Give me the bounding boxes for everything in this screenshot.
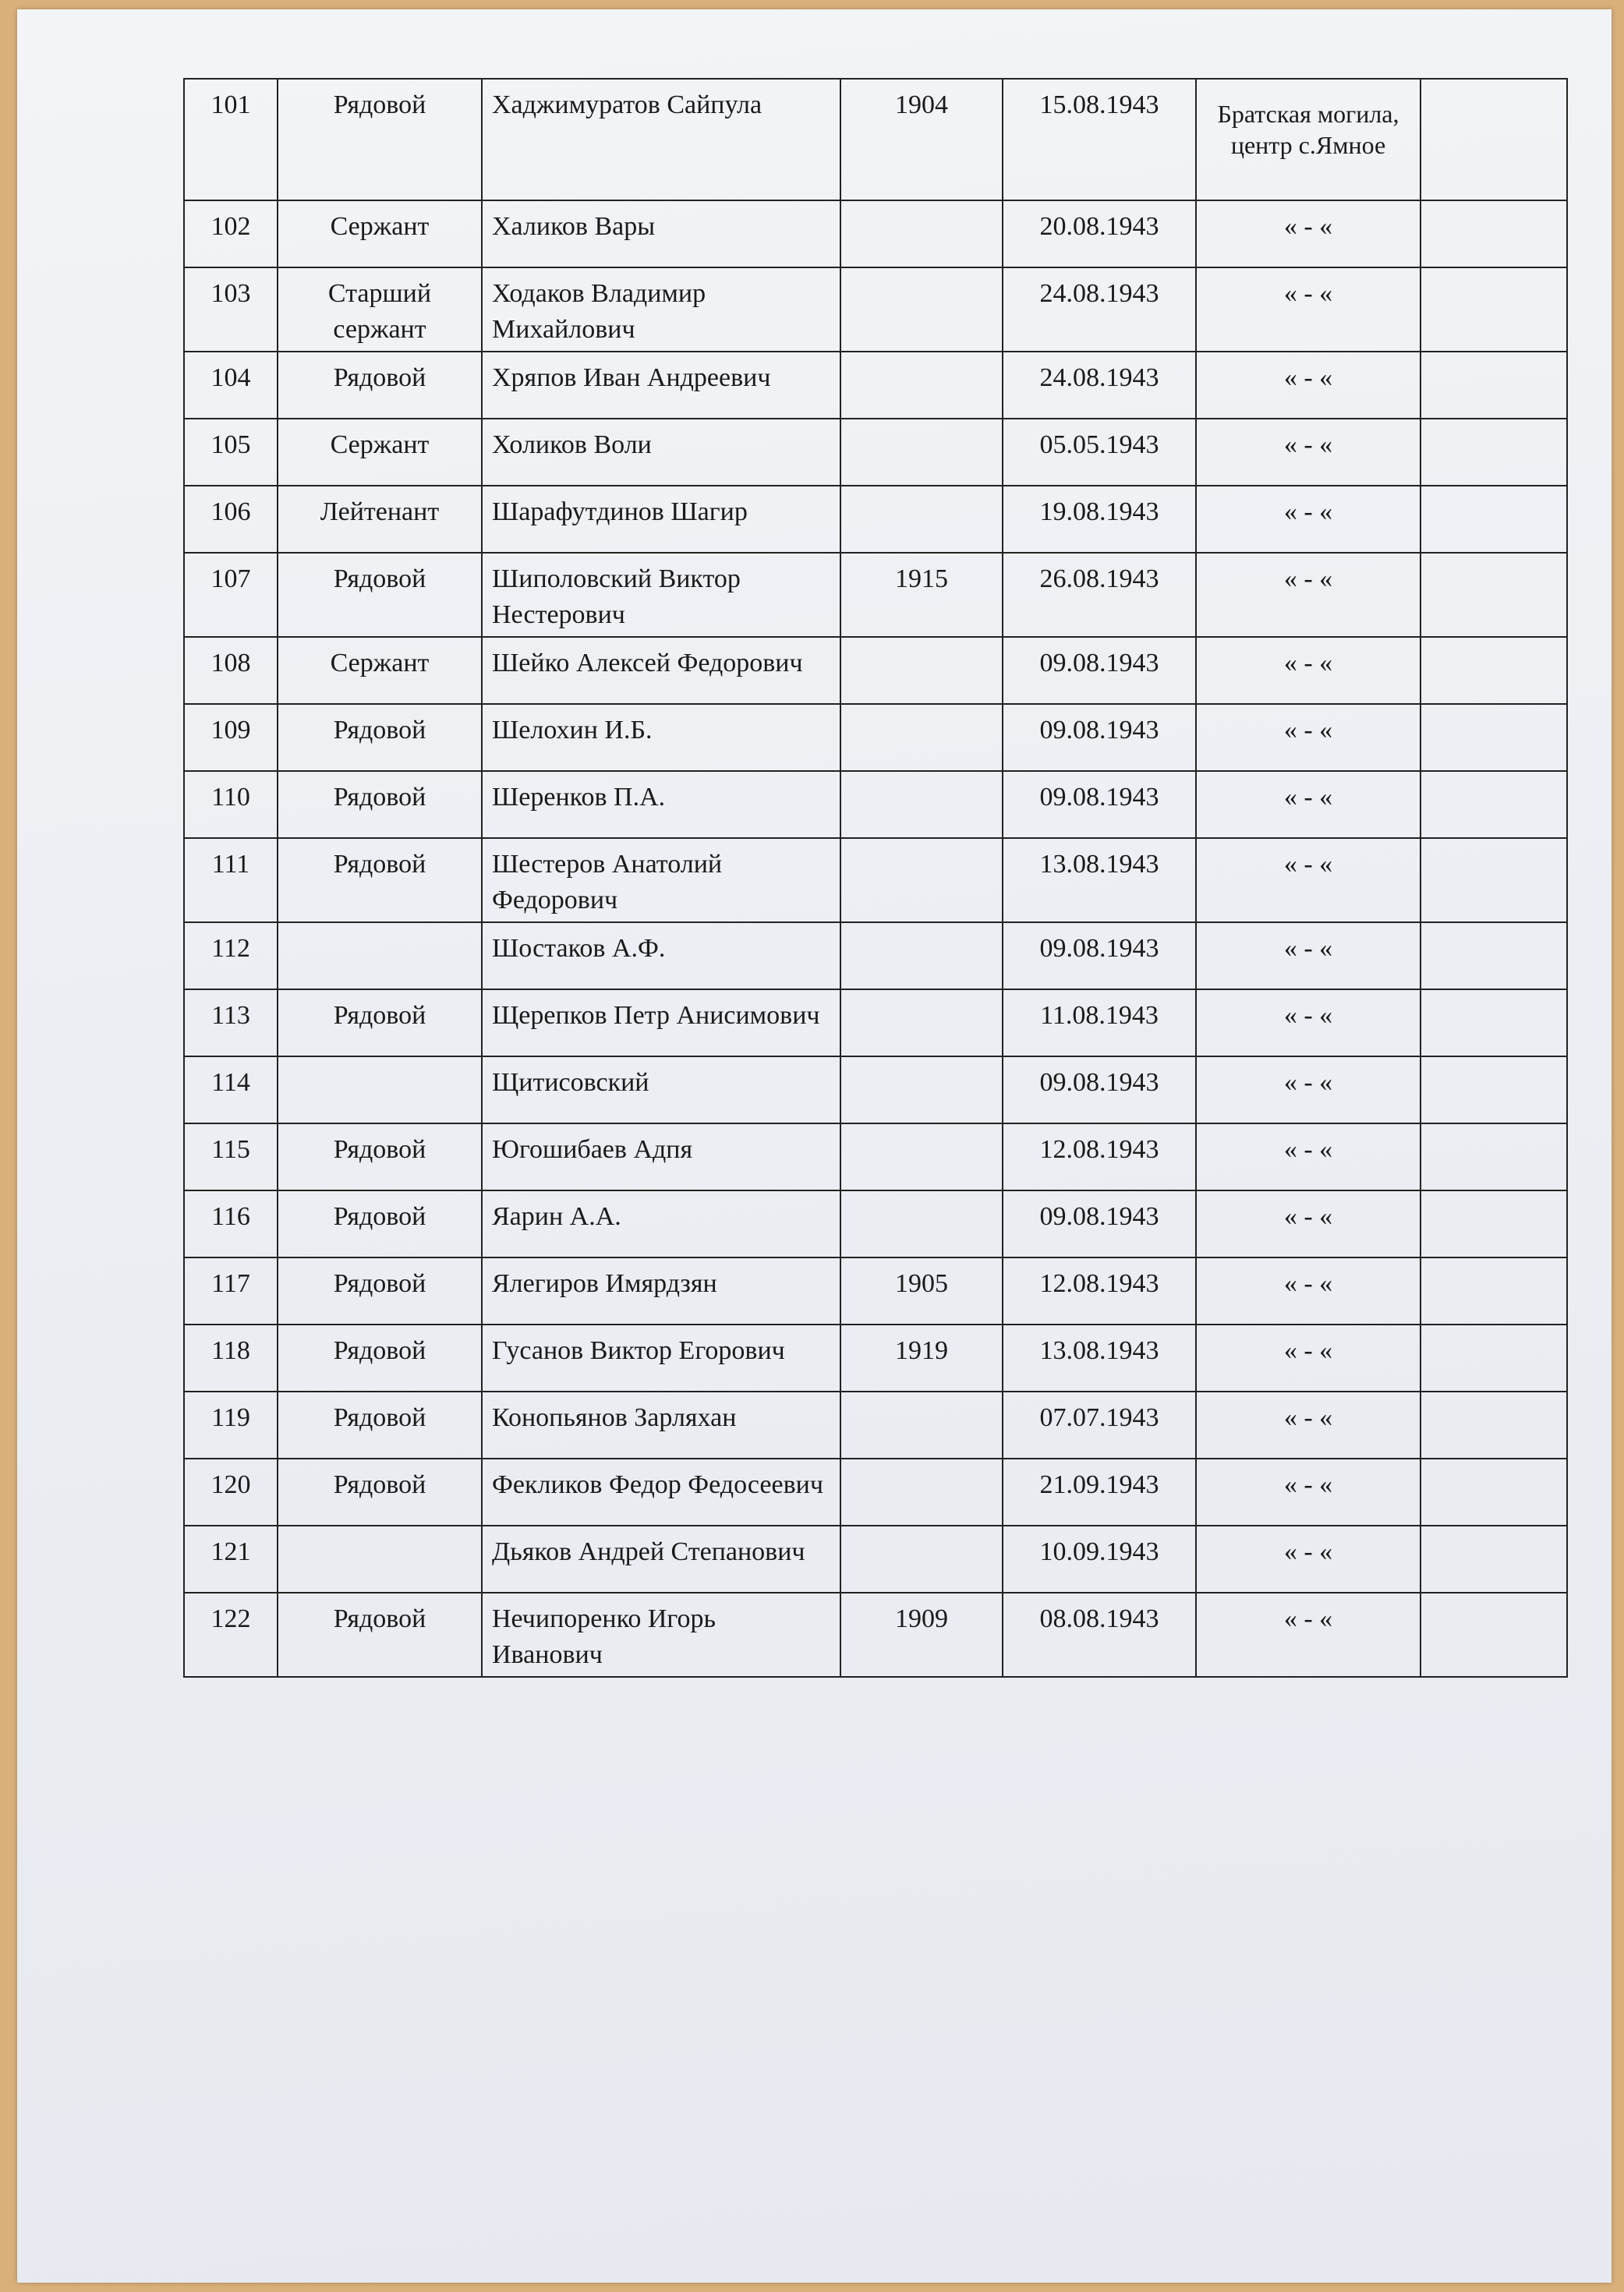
military-rank: Рядовой: [278, 838, 482, 922]
death-date: 10.09.1943: [1003, 1526, 1196, 1593]
row-number: 105: [184, 419, 278, 486]
note-cell: [1421, 1190, 1567, 1257]
soldier-name: Холиков Воли: [482, 419, 840, 486]
birth-year: [840, 486, 1003, 553]
birth-year: 1905: [840, 1257, 1003, 1325]
soldier-name: Щерепков Петр Анисимович: [482, 989, 840, 1056]
row-number: 113: [184, 989, 278, 1056]
note-cell: [1421, 1123, 1567, 1190]
row-number: 107: [184, 553, 278, 637]
birth-year: [840, 419, 1003, 486]
table-row: [184, 553, 1567, 637]
table-row: [184, 486, 1567, 553]
soldier-name: Щитисовский: [482, 1056, 840, 1123]
soldier-name: Яарин А.А.: [482, 1190, 840, 1257]
death-date: 12.08.1943: [1003, 1123, 1196, 1190]
military-rank: Рядовой: [278, 771, 482, 838]
soldier-name: Шестеров Анатолий Федорович: [482, 838, 840, 922]
row-number: 114: [184, 1056, 278, 1123]
table-row: [184, 1526, 1567, 1593]
note-cell: [1421, 267, 1567, 352]
soldier-name: Хряпов Иван Андреевич: [482, 352, 840, 419]
soldier-name: Халиков Вары: [482, 200, 840, 267]
military-rank: Рядовой: [278, 1392, 482, 1459]
military-rank: Рядовой: [278, 1325, 482, 1392]
burial-place: « - «: [1196, 352, 1421, 419]
note-cell: [1421, 1056, 1567, 1123]
note-cell: [1421, 553, 1567, 637]
table-row: [184, 1593, 1567, 1677]
table-row: [184, 1257, 1567, 1325]
burial-place: « - «: [1196, 1257, 1421, 1325]
table-row: [184, 352, 1567, 419]
birth-year: [840, 637, 1003, 704]
table-row: [184, 79, 1567, 200]
birth-year: [840, 1056, 1003, 1123]
burial-place: « - «: [1196, 1392, 1421, 1459]
birth-year: [840, 704, 1003, 771]
row-number: 119: [184, 1392, 278, 1459]
row-number: 106: [184, 486, 278, 553]
birth-year: [840, 1526, 1003, 1593]
burial-place: « - «: [1196, 1526, 1421, 1593]
death-date: 21.09.1943: [1003, 1459, 1196, 1526]
death-date: 20.08.1943: [1003, 200, 1196, 267]
military-rank: Старший сержант: [278, 267, 482, 352]
soldier-name: Конопьянов Зарляхан: [482, 1392, 840, 1459]
row-number: 108: [184, 637, 278, 704]
birth-year: [840, 989, 1003, 1056]
military-rank: Рядовой: [278, 553, 482, 637]
military-rank: Рядовой: [278, 1190, 482, 1257]
birth-year: 1904: [840, 79, 1003, 200]
birth-year: [840, 1190, 1003, 1257]
death-date: 05.05.1943: [1003, 419, 1196, 486]
soldier-name: Шарафутдинов Шагир: [482, 486, 840, 553]
row-number: 103: [184, 267, 278, 352]
row-number: 104: [184, 352, 278, 419]
row-number: 111: [184, 838, 278, 922]
death-date: 26.08.1943: [1003, 553, 1196, 637]
row-number: 102: [184, 200, 278, 267]
military-rank: Рядовой: [278, 1459, 482, 1526]
row-number: 115: [184, 1123, 278, 1190]
death-date: 13.08.1943: [1003, 838, 1196, 922]
death-date: 07.07.1943: [1003, 1392, 1196, 1459]
table-row: [184, 1056, 1567, 1123]
burial-place: « - «: [1196, 486, 1421, 553]
table-row: [184, 1392, 1567, 1459]
military-rank: Рядовой: [278, 79, 482, 200]
death-date: 09.08.1943: [1003, 1056, 1196, 1123]
burial-place: « - «: [1196, 200, 1421, 267]
table-row: [184, 771, 1567, 838]
note-cell: [1421, 771, 1567, 838]
soldier-name: Шеренков П.А.: [482, 771, 840, 838]
table-row: [184, 419, 1567, 486]
row-number: 112: [184, 922, 278, 989]
note-cell: [1421, 1593, 1567, 1677]
registry-body: [184, 79, 1567, 1677]
birth-year: [840, 771, 1003, 838]
table-row: [184, 838, 1567, 922]
soldier-name: Гусанов Виктор Егорович: [482, 1325, 840, 1392]
note-cell: [1421, 838, 1567, 922]
row-number: 122: [184, 1593, 278, 1677]
note-cell: [1421, 922, 1567, 989]
note-cell: [1421, 352, 1567, 419]
military-rank: Сержант: [278, 637, 482, 704]
paper-sheet: [17, 9, 1612, 2283]
table-row: [184, 989, 1567, 1056]
soldier-name: Шиполовский Виктор Нестерович: [482, 553, 840, 637]
note-cell: [1421, 419, 1567, 486]
note-cell: [1421, 79, 1567, 200]
military-rank: [278, 1056, 482, 1123]
row-number: 117: [184, 1257, 278, 1325]
soldier-name: Нечипоренко Игорь Иванович: [482, 1593, 840, 1677]
burial-place: « - «: [1196, 1593, 1421, 1677]
table-row: [184, 1325, 1567, 1392]
military-rank: Рядовой: [278, 1593, 482, 1677]
note-cell: [1421, 1526, 1567, 1593]
burial-place: « - «: [1196, 637, 1421, 704]
note-cell: [1421, 1392, 1567, 1459]
soldier-name: Дьяков Андрей Степанович: [482, 1526, 840, 1593]
death-date: 09.08.1943: [1003, 771, 1196, 838]
row-number: 116: [184, 1190, 278, 1257]
soldier-name: Фекликов Федор Федосеевич: [482, 1459, 840, 1526]
soldier-name: Ялегиров Имярдзян: [482, 1257, 840, 1325]
note-cell: [1421, 989, 1567, 1056]
death-date: 08.08.1943: [1003, 1593, 1196, 1677]
burial-place: « - «: [1196, 267, 1421, 352]
row-number: 109: [184, 704, 278, 771]
birth-year: [840, 1123, 1003, 1190]
note-cell: [1421, 200, 1567, 267]
table-row: [184, 1190, 1567, 1257]
table-row: [184, 922, 1567, 989]
soldier-name: Шостаков А.Ф.: [482, 922, 840, 989]
soldier-name: Шелохин И.Б.: [482, 704, 840, 771]
burial-place: « - «: [1196, 922, 1421, 989]
soldier-name: Югошибаев Адпя: [482, 1123, 840, 1190]
death-date: 11.08.1943: [1003, 989, 1196, 1056]
row-number: 101: [184, 79, 278, 200]
burial-place: « - «: [1196, 771, 1421, 838]
death-date: 13.08.1943: [1003, 1325, 1196, 1392]
military-rank: Рядовой: [278, 1123, 482, 1190]
military-rank: [278, 1526, 482, 1593]
death-date: 24.08.1943: [1003, 352, 1196, 419]
row-number: 110: [184, 771, 278, 838]
death-date: 09.08.1943: [1003, 1190, 1196, 1257]
row-number: 118: [184, 1325, 278, 1392]
military-rank: Лейтенант: [278, 486, 482, 553]
military-rank: Сержант: [278, 419, 482, 486]
death-date: 19.08.1943: [1003, 486, 1196, 553]
table-row: [184, 637, 1567, 704]
table-row: [184, 1459, 1567, 1526]
note-cell: [1421, 1257, 1567, 1325]
table-row: [184, 704, 1567, 771]
death-date: 09.08.1943: [1003, 922, 1196, 989]
birth-year: [840, 1392, 1003, 1459]
note-cell: [1421, 704, 1567, 771]
table-row: [184, 1123, 1567, 1190]
note-cell: [1421, 486, 1567, 553]
note-cell: [1421, 1325, 1567, 1392]
burial-place: « - «: [1196, 553, 1421, 637]
military-rank: Рядовой: [278, 989, 482, 1056]
soldier-name: Хаджимуратов Сайпула: [482, 79, 840, 200]
military-rank: Рядовой: [278, 704, 482, 771]
military-rank: Рядовой: [278, 1257, 482, 1325]
birth-year: [840, 922, 1003, 989]
burial-place: « - «: [1196, 1190, 1421, 1257]
burial-place: « - «: [1196, 989, 1421, 1056]
burial-place: « - «: [1196, 1056, 1421, 1123]
birth-year: [840, 200, 1003, 267]
military-rank: Сержант: [278, 200, 482, 267]
row-number: 121: [184, 1526, 278, 1593]
burial-place: « - «: [1196, 1459, 1421, 1526]
death-date: 24.08.1943: [1003, 267, 1196, 352]
death-date: 09.08.1943: [1003, 704, 1196, 771]
burial-place: « - «: [1196, 1325, 1421, 1392]
birth-year: 1909: [840, 1593, 1003, 1677]
burial-registry-table: [183, 78, 1568, 1678]
soldier-name: Ходаков Владимир Михайлович: [482, 267, 840, 352]
birth-year: [840, 267, 1003, 352]
birth-year: 1915: [840, 553, 1003, 637]
table-row: [184, 200, 1567, 267]
row-number: 120: [184, 1459, 278, 1526]
military-rank: [278, 922, 482, 989]
birth-year: [840, 352, 1003, 419]
note-cell: [1421, 1459, 1567, 1526]
military-rank: Рядовой: [278, 352, 482, 419]
birth-year: 1919: [840, 1325, 1003, 1392]
soldier-name: Шейко Алексей Федорович: [482, 637, 840, 704]
death-date: 12.08.1943: [1003, 1257, 1196, 1325]
birth-year: [840, 838, 1003, 922]
burial-place: « - «: [1196, 1123, 1421, 1190]
death-date: 15.08.1943: [1003, 79, 1196, 200]
death-date: 09.08.1943: [1003, 637, 1196, 704]
burial-place: « - «: [1196, 419, 1421, 486]
note-cell: [1421, 637, 1567, 704]
burial-place: « - «: [1196, 704, 1421, 771]
birth-year: [840, 1459, 1003, 1526]
burial-place: « - «: [1196, 838, 1421, 922]
table-row: [184, 267, 1567, 352]
burial-place: Братская могила, центр с.Ямное: [1196, 79, 1421, 200]
